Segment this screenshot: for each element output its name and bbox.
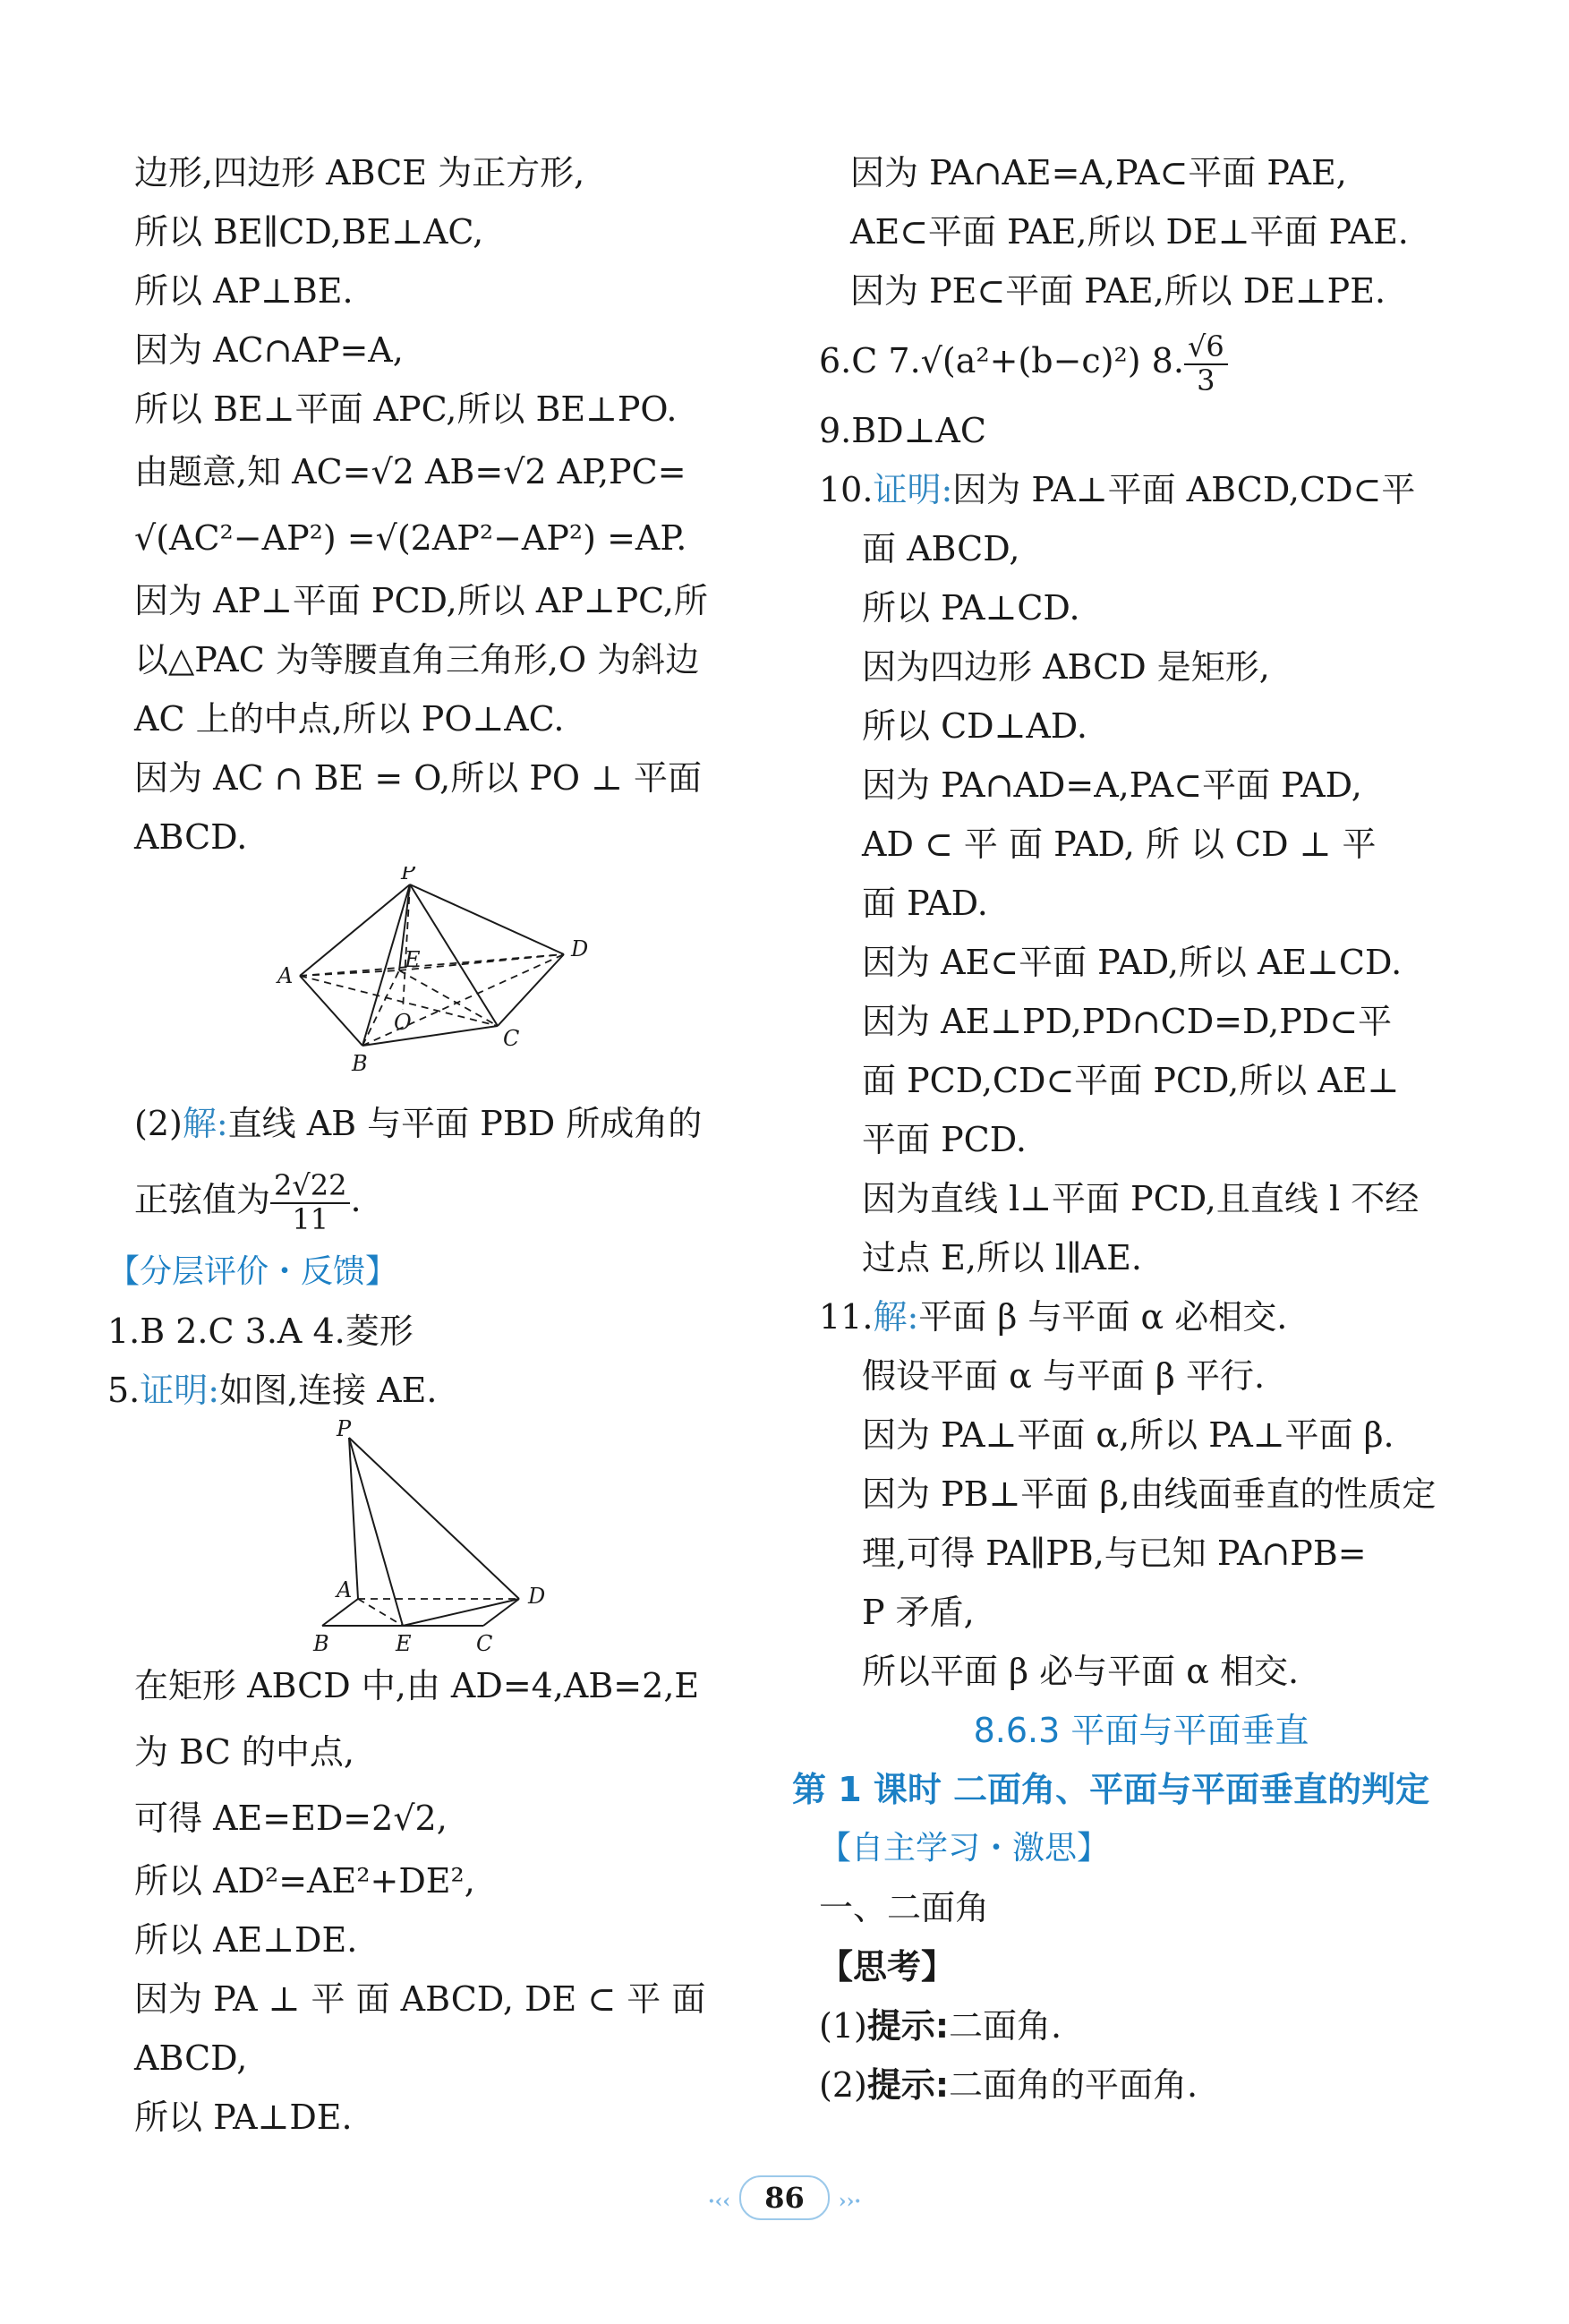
text-line: [819, 460, 1463, 519]
label-A: A: [277, 963, 294, 988]
text-line: AE⊂平面 PAE,所以 DE⊥平面 PAE.: [850, 212, 1409, 252]
text-line: 由题意,知 AC=√2 AB=√2 AP,PC=: [134, 452, 686, 491]
text-line: 所以 AE⊥DE.: [134, 1920, 358, 1960]
right-column: [792, 143, 1463, 2115]
section-title: 8.6.3 平面与平面垂直: [973, 1711, 1309, 1750]
fraction-denominator: 11: [292, 1201, 329, 1236]
fraction-denominator: 3: [1197, 363, 1215, 397]
text-line: √(AC²−AP²) =√(2AP²−AP²) =AP.: [134, 518, 687, 558]
page-decoration-right: ››·: [838, 2190, 862, 2213]
answer-line: [819, 320, 1463, 401]
text-line: 边形,四边形 ABCE 为正方形,: [134, 153, 585, 192]
text-line: 面 PAD.: [862, 884, 988, 923]
item-number: (1): [819, 2006, 867, 2046]
answer-line: 9.BD⊥AC: [819, 411, 986, 450]
text-line: 因为 AE⊥PD,PD∩CD=D,PD⊂平: [862, 1002, 1393, 1041]
solution-label: 解:: [182, 1104, 228, 1143]
text-line: 因为 PA∩AE=A,PA⊂平面 PAE,: [850, 153, 1347, 192]
hint-text: 二面角.: [949, 2006, 1062, 2046]
solution-label: 解:: [873, 1297, 919, 1337]
lesson-title: 第 1 课时 二面角、平面与平面垂直的判定: [792, 1770, 1430, 1809]
item-number: (2): [819, 2065, 867, 2105]
fraction: [1184, 331, 1228, 396]
text-line: 以△PAC 为等腰直角三角形,O 为斜边: [134, 640, 700, 679]
label-B: B: [352, 1051, 368, 1076]
fraction-numerator: √6: [1184, 331, 1228, 364]
proof-label: 证明:: [140, 1371, 220, 1410]
proof-label: 证明:: [873, 470, 953, 509]
text-line: 假设平面 α 与平面 β 平行.: [862, 1356, 1266, 1396]
text-line: ABCD.: [134, 817, 248, 857]
question-number: 10.: [819, 470, 874, 509]
think-heading: 【思考】: [819, 1947, 956, 1987]
label-O: O: [394, 1010, 412, 1035]
text-line: [819, 2055, 1463, 2115]
text-line: P 矛盾,: [862, 1593, 975, 1632]
page-number: 86: [739, 2175, 830, 2220]
text-line: 可得 AE=ED=2√2,: [134, 1799, 448, 1838]
text-line: [819, 1996, 1463, 2055]
text-line: 因为 PE⊂平面 PAE,所以 DE⊥PE.: [850, 271, 1386, 311]
page-decoration-left: ·‹‹: [707, 2190, 731, 2213]
text-line: 因为直线 l⊥平面 PCD,且直线 l 不经: [862, 1179, 1420, 1218]
text-line: 所以 BE⊥平面 APC,所以 BE⊥PO.: [134, 389, 678, 429]
part-number: (2): [134, 1104, 183, 1143]
text-line: 所以平面 β 必与平面 α 相交.: [862, 1652, 1300, 1691]
answer-line: 1.B 2.C 3.A 4.菱形: [107, 1312, 414, 1351]
pyramid-diagram: [134, 867, 743, 1090]
label-D: D: [528, 1584, 546, 1609]
text-line: 所以 CD⊥AD.: [862, 706, 1087, 746]
question-number: 11.: [819, 1297, 874, 1337]
text-line: [134, 1090, 743, 1157]
period: .: [350, 1180, 362, 1219]
label-C: C: [476, 1631, 493, 1653]
pyramid-figure: [134, 867, 743, 1090]
subsection-title: 一、二面角: [819, 1888, 990, 1927]
text-line: 因为 AC ∩ BE = O,所以 PO ⊥ 平面: [134, 758, 702, 798]
text-line: 因为 AE⊂平面 PAD,所以 AE⊥CD.: [862, 943, 1403, 982]
answers: 6.C 7.√(a²+(b−c)²) 8.: [819, 341, 1184, 380]
hint-label: 提示:: [866, 2006, 950, 2046]
question-number: 5.: [107, 1371, 141, 1410]
text-line: AC 上的中点,所以 PO⊥AC.: [134, 699, 565, 739]
proof-text: 如图,连接 AE.: [219, 1371, 438, 1410]
tetra-diagram: [134, 1420, 743, 1653]
left-column: [107, 143, 743, 2147]
rectangle-figure: [134, 1420, 743, 1653]
text-line: [819, 1287, 1463, 1346]
text-line: 理,可得 PA∥PB,与已知 PA∩PB=: [862, 1534, 1367, 1573]
text-line: 因为 PA⊥平面 α,所以 PA⊥平面 β.: [862, 1415, 1394, 1455]
label-P: P: [401, 867, 416, 884]
solution-text: 正弦值为: [134, 1180, 271, 1219]
hint-text: 二面角的平面角.: [949, 2065, 1198, 2105]
text-line: 所以 PA⊥CD.: [862, 588, 1080, 628]
proof-text: 因为 PA⊥平面 ABCD,CD⊂平: [952, 470, 1416, 509]
text-line: 在矩形 ABCD 中,由 AD=4,AB=2,E: [134, 1666, 700, 1705]
text-line: 面 ABCD,: [862, 529, 1020, 568]
hint-label: 提示:: [866, 2065, 950, 2105]
text-line: 因为 AC∩AP=A,: [134, 330, 404, 370]
text-line: 面 PCD,CD⊂平面 PCD,所以 AE⊥: [862, 1061, 1400, 1100]
label-P: P: [337, 1420, 352, 1441]
text-line: 因为 PA∩AD=A,PA⊂平面 PAD,: [862, 765, 1362, 805]
label-B: B: [313, 1631, 329, 1653]
label-E: E: [396, 1631, 412, 1653]
solution-text: 平面 β 与平面 α 必相交.: [918, 1297, 1288, 1337]
text-line: 因为四边形 ABCD 是矩形,: [862, 647, 1270, 687]
page-number-container: [0, 2175, 1569, 2220]
text-line: 所以 AD²=AE²+DE²,: [134, 1861, 475, 1901]
text-line: 因为 PA ⊥ 平 面 ABCD, DE ⊂ 平 面: [134, 1979, 706, 2019]
text-line: AD ⊂ 平 面 PAD, 所 以 CD ⊥ 平: [862, 825, 1377, 864]
label-C: C: [503, 1026, 520, 1051]
text-line: 因为 AP⊥平面 PCD,所以 AP⊥PC,所: [134, 581, 708, 620]
text-line: 所以 AP⊥BE.: [134, 271, 354, 311]
text-line: [134, 1157, 743, 1243]
text-line: 所以 PA⊥DE.: [134, 2098, 353, 2137]
label-A: A: [337, 1577, 353, 1602]
text-line: 为 BC 的中点,: [134, 1732, 354, 1772]
section-heading: 【自主学习・激思】: [819, 1830, 1110, 1867]
label-E: E: [405, 947, 421, 972]
text-line: 所以 BE∥CD,BE⊥AC,: [134, 212, 484, 252]
fraction-numerator: 2√22: [270, 1170, 350, 1203]
text-line: ABCD,: [134, 2038, 248, 2078]
fraction: [270, 1170, 350, 1235]
text-line: 过点 E,所以 l∥AE.: [862, 1238, 1142, 1277]
solution-text: 直线 AB 与平面 PBD 所成角的: [227, 1104, 703, 1143]
label-D: D: [571, 936, 589, 961]
text-line: 因为 PB⊥平面 β,由线面垂直的性质定: [862, 1474, 1437, 1514]
section-heading: 【分层评价・反馈】: [107, 1253, 398, 1290]
text-line: [107, 1361, 743, 1420]
text-line: 平面 PCD.: [862, 1120, 1027, 1159]
